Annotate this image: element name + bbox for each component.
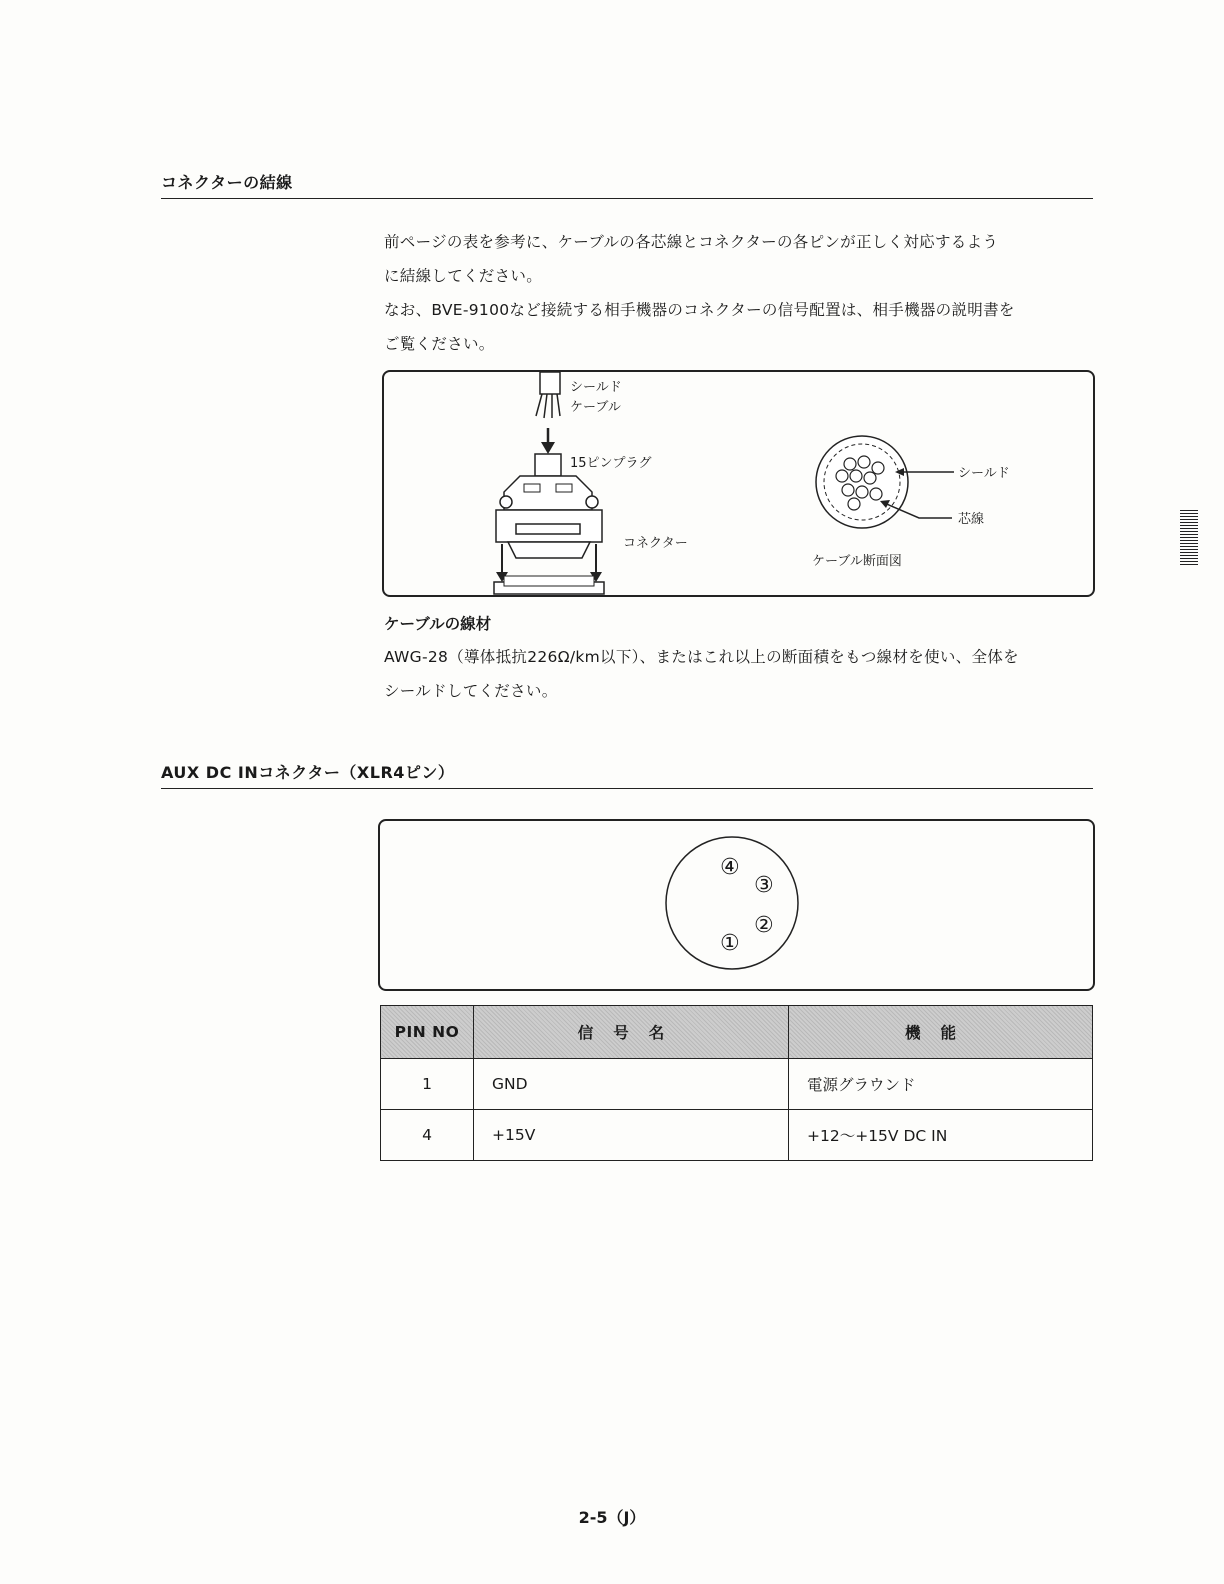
- function-cell: 電源グラウンド: [789, 1059, 1093, 1110]
- table-row: [381, 1110, 1093, 1161]
- cable-material-paragraph: [384, 640, 1096, 708]
- plug-label: 15ピンプラグ: [570, 456, 652, 471]
- intro-paragraph: [384, 225, 1096, 361]
- signal-name-cell: +15V: [474, 1110, 789, 1161]
- pin-assignment-table: [380, 1005, 1093, 1161]
- xlr4-pin-figure: [378, 819, 1095, 991]
- pin-no-header: PIN NO: [381, 1006, 474, 1059]
- section-divider: [161, 788, 1093, 789]
- section-title-aux-dc-in: AUX DC INコネクター（XLR4ピン）: [161, 763, 455, 782]
- pin-4-marker: ④: [720, 855, 740, 880]
- shield-cable-illustration: [536, 372, 560, 454]
- pin-no-cell: 4: [381, 1110, 474, 1161]
- page-number: 2-5（J）: [578, 1508, 646, 1527]
- xlr4-connector-diagram: [380, 821, 1093, 989]
- cable-cross-section-illustration: [816, 436, 954, 528]
- section-title-connector-wiring: コネクターの結線: [161, 173, 293, 192]
- core-wire-label: 芯線: [958, 512, 985, 527]
- intro-line: なお、BVE-9100など接続する相手機器のコネクターの信号配置は、相手機器の説明書を: [384, 301, 1015, 319]
- shield-cable-label: シールド ケーブル: [570, 380, 622, 415]
- intro-line: ご覧ください。: [384, 335, 495, 353]
- table-row: [381, 1059, 1093, 1110]
- pin-3-marker: ③: [754, 873, 774, 898]
- table-header-row: [381, 1006, 1093, 1059]
- pin-1-marker: ①: [720, 931, 740, 956]
- intro-line: 前ページの表を参考に、ケーブルの各芯線とコネクターの各ピンが正しく対応するよう: [384, 233, 999, 251]
- cable-material-heading: ケーブルの線材: [384, 615, 492, 633]
- cross-section-caption: ケーブル断面図: [812, 554, 902, 569]
- section-divider: [161, 198, 1093, 199]
- signal-name-cell: GND: [474, 1059, 789, 1110]
- signal-name-header: 信号名: [474, 1006, 789, 1059]
- cable-material-line: シールドしてください。: [384, 682, 558, 700]
- connector-label: コネクター: [623, 536, 688, 551]
- cable-material-line: AWG-28（導体抵抗226Ω/km以下）、またはこれ以上の断面積をもつ線材を使い、全体を: [384, 648, 1019, 666]
- function-cell: +12〜+15V DC IN: [789, 1110, 1093, 1161]
- function-header: 機能: [789, 1006, 1093, 1059]
- intro-line: に結線してください。: [384, 267, 543, 285]
- connector-wiring-figure: [382, 370, 1095, 597]
- connector-plug-illustration: [494, 454, 604, 594]
- chapter-tab-marker: [1180, 510, 1198, 566]
- pin-no-cell: 1: [381, 1059, 474, 1110]
- shield-label: シールド: [958, 466, 1010, 481]
- pin-2-marker: ②: [754, 913, 774, 938]
